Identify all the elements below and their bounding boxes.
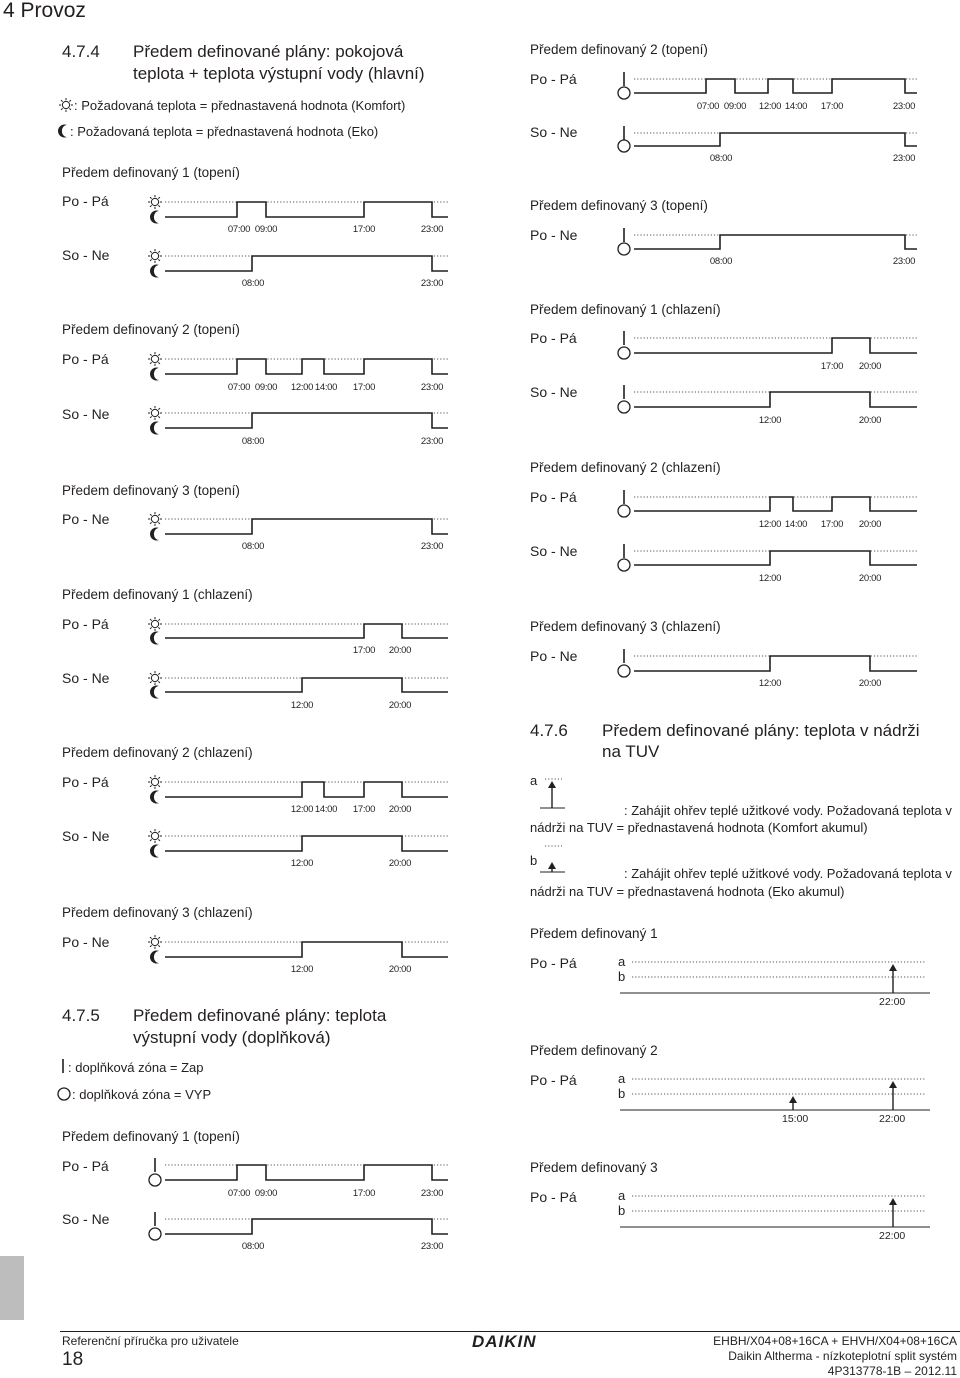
time-label: 22:00 [879,1230,906,1242]
day-label: So - Ne [62,670,110,686]
arrow-a-icon-head [548,781,556,788]
marker-b-label: b [618,1203,626,1218]
time-label: 07:00 [227,224,251,235]
dhw-start-arrow-head [789,1096,797,1103]
section-474-title-line2: teplota + teplota výstupní vody (hlavní) [133,64,425,83]
time-label: 20:00 [858,519,882,530]
day-label: Po - Ne [62,511,110,527]
sun-icon [148,775,162,789]
time-label: 17:00 [352,382,376,393]
time-label: 14:00 [314,382,338,393]
day-label: Po - Pá [62,616,109,632]
schedule-step-line [165,678,448,692]
schedule-step-line [634,551,917,565]
section-475-title-line1: Předem definované plány: teplota [133,1006,387,1025]
time-label: 17:00 [820,101,844,112]
time-label: 07:00 [227,382,251,393]
time-label: 09:00 [723,101,747,112]
time-label: 20:00 [388,964,412,975]
day-label: Po - Pá [530,1072,577,1088]
page-number: 18 [62,1349,84,1370]
zone-off-icon [618,243,630,255]
moon-icon [150,265,159,278]
schedule-step-line [165,1165,448,1180]
schedule-title: Předem definovaný 3 (chlazení) [62,905,253,920]
time-label: 14:00 [784,101,808,112]
day-label: So - Ne [530,543,578,559]
time-label: 08:00 [241,1241,265,1252]
section-476-number: 4.7.6 [530,721,568,740]
time-label: 12:00 [290,382,314,393]
legend-b-line2: nádrži na TUV = přednastavená hodnota (Eko akumul) [530,884,845,899]
time-label: 17:00 [352,224,376,235]
legend-zone-off: : doplňková zóna = VYP [72,1087,212,1102]
schedule-step-line [634,133,917,146]
dhw-start-arrow-head [889,1081,897,1088]
time-label: 23:00 [892,101,916,112]
sun-icon [148,195,162,209]
day-label: Po - Pá [62,1158,109,1174]
time-label: 12:00 [290,700,314,711]
time-label: 14:00 [784,519,808,530]
time-label: 23:00 [892,256,916,267]
marker-b-label: b [530,853,538,868]
legend-b-line1: : Zahájit ohřev teplé užitkové vody. Požadovaná teplota v [624,866,952,881]
day-label: So - Ne [62,828,110,844]
schedule-step-line [165,413,448,428]
section-476-title-line2: na TUV [602,742,660,761]
day-label: Po - Pá [62,351,109,367]
time-label: 20:00 [388,700,412,711]
schedule-step-line [634,497,917,511]
footer-doc-title: Referenční příručka pro uživatele [62,1334,239,1348]
zone-off-icon [149,1228,161,1240]
sun-icon [148,671,162,685]
moon-icon [150,422,159,435]
day-label: Po - Pá [62,193,109,209]
schedule-title: Předem definovaný 1 [530,926,658,941]
time-label: 22:00 [879,1113,906,1125]
schedule-step-line [165,519,448,534]
time-label: 07:00 [696,101,720,112]
day-label: Po - Ne [530,227,578,243]
time-label: 12:00 [758,101,782,112]
time-label: 08:00 [241,278,265,289]
section-474-number: 4.7.4 [62,42,100,61]
time-label: 20:00 [388,804,412,815]
time-label: 08:00 [709,153,733,164]
schedule-step-line [165,1219,448,1234]
schedule-title: Předem definovaný 1 (topení) [62,1129,240,1144]
arrow-b-icon-head [548,862,556,869]
time-label: 23:00 [420,278,444,289]
time-label: 17:00 [352,804,376,815]
day-label: Po - Ne [530,648,578,664]
moon-icon [150,528,159,541]
time-label: 23:00 [420,1241,444,1252]
zone-off-icon [618,505,630,517]
time-label: 14:00 [314,804,338,815]
zone-off-icon [149,1174,161,1186]
time-label: 20:00 [388,858,412,869]
schedule-title: Předem definovaný 2 [530,1043,658,1058]
marker-a-label: a [618,1071,626,1086]
day-label: So - Ne [62,406,110,422]
schedule-title: Předem definovaný 2 (chlazení) [62,745,253,760]
zone-off-icon [618,665,630,677]
schedule-title: Předem definovaný 3 [530,1160,658,1175]
schedule-step-line [165,202,448,217]
moon-icon [150,845,159,858]
schedule-step-line [634,235,917,249]
zone-off-icon [618,140,630,152]
moon-icon [58,125,67,138]
dhw-start-arrow-head [889,964,897,971]
schedule-title: Předem definovaný 1 (chlazení) [62,587,253,602]
sun-icon [148,512,162,526]
schedule-step-line [165,256,448,271]
schedule-step-line [634,392,917,407]
schedule-step-line [634,656,917,671]
time-label: 07:00 [227,1188,251,1199]
day-label: Po - Pá [62,774,109,790]
time-label: 12:00 [758,519,782,530]
day-label: Po - Pá [530,330,577,346]
schedule-title: Předem definovaný 3 (chlazení) [530,619,721,634]
zone-off-icon [618,87,630,99]
time-label: 08:00 [241,436,265,447]
sun-icon [148,352,162,366]
moon-icon [150,368,159,381]
schedule-step-line [165,836,448,851]
schedule-step-line [165,782,448,797]
schedule-title: Předem definovaný 2 (topení) [62,322,240,337]
moon-icon [150,632,159,645]
sun-icon [148,829,162,843]
time-label: 20:00 [388,645,412,656]
time-label: 12:00 [290,964,314,975]
time-label: 12:00 [758,678,782,689]
legend-eco: : Požadovaná teplota = přednastavená hodnota (Eko) [70,124,379,139]
time-label: 17:00 [352,1188,376,1199]
time-label: 12:00 [290,804,314,815]
legend-a-line1: : Zahájit ohřev teplé užitkové vody. Požadovaná teplota v [624,803,952,818]
time-label: 17:00 [820,519,844,530]
time-label: 20:00 [858,573,882,584]
day-label: So - Ne [62,1211,110,1227]
time-label: 17:00 [352,645,376,656]
chapter-title: 4 Provoz [3,0,86,22]
legend-a-line2: nádrži na TUV = přednastavená hodnota (Komfort akumul) [530,820,868,835]
zone-off-icon [58,1088,70,1100]
marker-a-label: a [618,1188,626,1203]
marker-a-label: a [618,954,626,969]
footer-doc-code: 4P313778-1B – 2012.11 [827,1364,957,1378]
time-label: 23:00 [420,436,444,447]
side-tab [0,1256,24,1320]
time-label: 23:00 [420,382,444,393]
schedule-title: Předem definovaný 1 (topení) [62,165,240,180]
sun-icon [59,98,73,112]
day-label: Po - Ne [62,934,110,950]
legend-zone-on: : doplňková zóna = Zap [68,1060,204,1075]
schedule-title: Předem definovaný 1 (chlazení) [530,302,721,317]
time-label: 09:00 [254,382,278,393]
time-label: 08:00 [709,256,733,267]
time-label: 23:00 [892,153,916,164]
footer-model: EHBH/X04+08+16CA + EHVH/X04+08+16CA [713,1334,957,1348]
zone-off-icon [618,347,630,359]
time-label: 23:00 [420,541,444,552]
time-label: 22:00 [879,996,906,1008]
time-label: 20:00 [858,415,882,426]
day-label: So - Ne [62,247,110,263]
schedule-step-line [634,338,917,353]
time-label: 20:00 [858,678,882,689]
sun-icon [148,249,162,263]
schedule-step-line [634,79,917,93]
time-label: 08:00 [241,541,265,552]
zone-off-icon [618,401,630,413]
day-label: Po - Pá [530,489,577,505]
moon-icon [150,211,159,224]
sun-icon [148,935,162,949]
day-label: Po - Pá [530,1189,577,1205]
day-label: So - Ne [530,384,578,400]
schedule-step-line [165,624,448,638]
sun-icon [148,617,162,631]
marker-a-label: a [530,773,538,788]
moon-icon [150,686,159,699]
schedule-title: Předem definovaný 2 (chlazení) [530,460,721,475]
time-label: 15:00 [782,1113,809,1125]
section-475-number: 4.7.5 [62,1006,100,1025]
schedule-title: Předem definovaný 3 (topení) [62,483,240,498]
time-label: 23:00 [420,224,444,235]
schedule-title: Předem definovaný 3 (topení) [530,198,708,213]
day-label: So - Ne [530,124,578,140]
moon-icon [150,951,159,964]
time-label: 17:00 [820,361,844,372]
time-label: 12:00 [290,858,314,869]
schedule-step-line [165,942,448,957]
marker-b-label: b [618,969,626,984]
sun-icon [148,406,162,420]
time-label: 23:00 [420,1188,444,1199]
dhw-start-arrow-head [889,1198,897,1205]
time-label: 09:00 [254,1188,278,1199]
moon-icon [150,791,159,804]
zone-off-icon [618,559,630,571]
section-474-title-line1: Předem definované plány: pokojová [133,42,404,61]
day-label: Po - Pá [530,955,577,971]
schedule-step-line [165,359,448,374]
section-476-title-line1: Předem definované plány: teplota v nádrži [602,721,920,740]
time-label: 20:00 [858,361,882,372]
time-label: 12:00 [758,573,782,584]
footer-product: Daikin Altherma - nízkoteplotní split systém [728,1349,957,1363]
daikin-logo: DAIKIN [472,1332,537,1351]
schedule-title: Předem definovaný 2 (topení) [530,42,708,57]
time-label: 09:00 [254,224,278,235]
marker-b-label: b [618,1086,626,1101]
section-475-title-line2: výstupní vody (doplňková) [133,1028,331,1047]
legend-comfort: : Požadovaná teplota = přednastavená hodnota (Komfort) [74,98,406,113]
time-label: 12:00 [758,415,782,426]
day-label: Po - Pá [530,71,577,87]
